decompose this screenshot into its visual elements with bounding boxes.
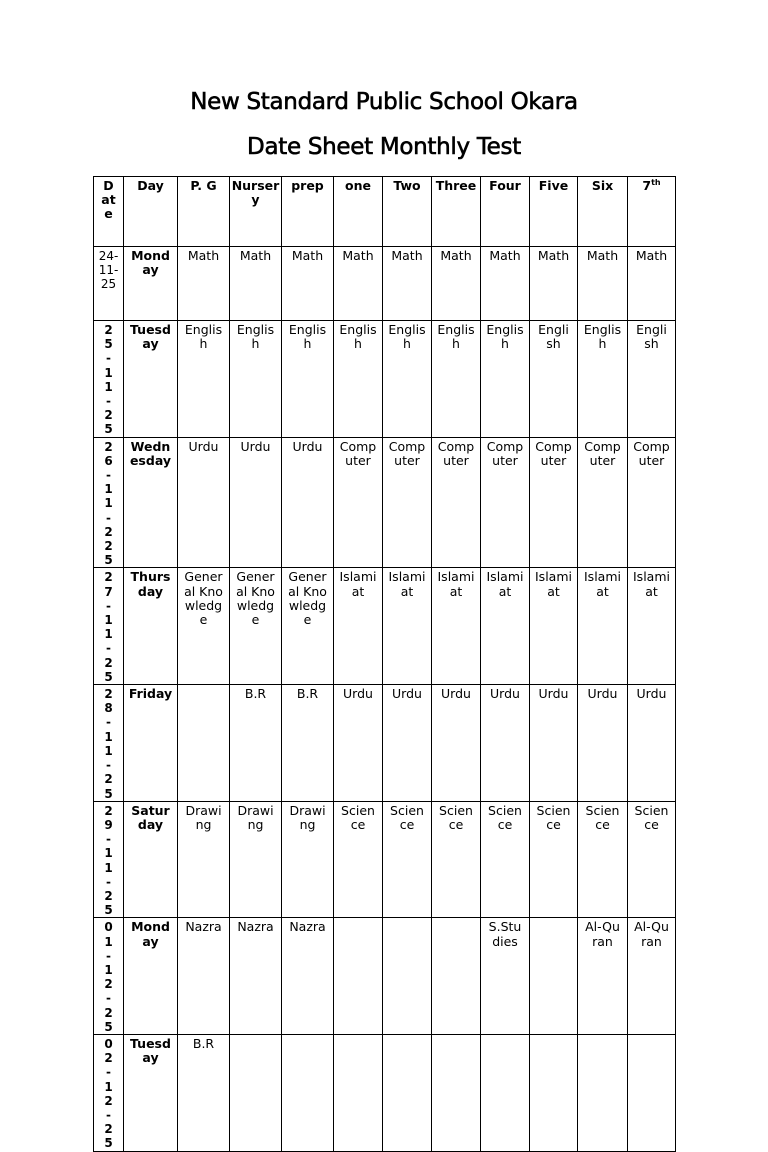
subject-cell: Nazra	[178, 918, 230, 1035]
subject-cell: Urdu	[481, 685, 530, 802]
school-name-title: New Standard Public School Okara	[190, 89, 578, 115]
subject-cell: Urdu	[578, 685, 628, 802]
subject-cell: Urdu	[178, 437, 230, 568]
header-date: Date	[94, 177, 124, 247]
header-seventh-base: 7	[642, 178, 652, 193]
subject-cell: English	[481, 321, 530, 438]
subject-cell: Math	[530, 247, 578, 321]
subject-cell: Islamiat	[628, 568, 676, 685]
header-six: Six	[578, 177, 628, 247]
subject-cell: Math	[178, 247, 230, 321]
day-cell: Wednesday	[124, 437, 178, 568]
subject-cell	[178, 685, 230, 802]
date-cell: 24-11-25	[94, 247, 124, 321]
subject-cell: English	[628, 321, 676, 438]
subject-cell: Islamiat	[578, 568, 628, 685]
table-row	[94, 437, 676, 568]
date-cell: 02-12-25	[94, 1034, 124, 1151]
subject-cell: Science	[481, 801, 530, 918]
subject-cell	[481, 1034, 530, 1151]
day-cell: Tuesday	[124, 1034, 178, 1151]
subject-cell: English	[432, 321, 481, 438]
date-cell: 25-11-25	[94, 321, 124, 438]
subject-cell: Al-Quran	[628, 918, 676, 1035]
subject-cell	[530, 1034, 578, 1151]
subject-cell	[334, 1034, 383, 1151]
table-row	[94, 247, 676, 321]
subject-cell: Science	[432, 801, 481, 918]
table-row	[94, 918, 676, 1035]
header-four: Four	[481, 177, 530, 247]
subject-cell: Urdu	[628, 685, 676, 802]
subject-cell: Science	[334, 801, 383, 918]
header-seventh-sup: th	[651, 177, 661, 187]
subject-cell: Math	[334, 247, 383, 321]
header-five: Five	[530, 177, 578, 247]
subject-cell: Math	[628, 247, 676, 321]
date-cell: 29-11-25	[94, 801, 124, 918]
subject-cell: S.Studies	[481, 918, 530, 1035]
subject-cell	[334, 918, 383, 1035]
subject-cell	[628, 1034, 676, 1151]
subject-cell: Computer	[432, 437, 481, 568]
day-cell: Monday	[124, 247, 178, 321]
subject-cell	[432, 918, 481, 1035]
day-cell: Friday	[124, 685, 178, 802]
header-seventh	[628, 177, 676, 247]
subject-cell	[282, 1034, 334, 1151]
subject-cell: Al-Quran	[578, 918, 628, 1035]
subject-cell: Science	[578, 801, 628, 918]
subject-cell: B.R	[282, 685, 334, 802]
subject-cell: Science	[530, 801, 578, 918]
table-row	[94, 568, 676, 685]
subject-cell: English	[282, 321, 334, 438]
subject-cell: Computer	[481, 437, 530, 568]
date-sheet-title: Date Sheet Monthly Test	[247, 134, 521, 160]
subject-cell: Computer	[530, 437, 578, 568]
subject-cell: Math	[230, 247, 282, 321]
header-day: Day	[124, 177, 178, 247]
subject-cell: Math	[578, 247, 628, 321]
subject-cell	[578, 1034, 628, 1151]
header-two: Two	[383, 177, 432, 247]
subject-cell: Nazra	[230, 918, 282, 1035]
table-row	[94, 801, 676, 918]
subject-cell: Science	[383, 801, 432, 918]
subject-cell: Computer	[578, 437, 628, 568]
subject-cell	[432, 1034, 481, 1151]
subject-cell: General Knowledge	[178, 568, 230, 685]
subject-cell: General Knowledge	[282, 568, 334, 685]
subject-cell	[230, 1034, 282, 1151]
subject-cell: Math	[383, 247, 432, 321]
subject-cell: Computer	[628, 437, 676, 568]
date-cell: 01-12-25	[94, 918, 124, 1035]
header-prep: prep	[282, 177, 334, 247]
day-cell: Tuesday	[124, 321, 178, 438]
table-row	[94, 1034, 676, 1151]
subject-cell: Urdu	[383, 685, 432, 802]
date-cell: 27-11-25	[94, 568, 124, 685]
date-sheet-table	[93, 176, 676, 1152]
subject-cell: B.R	[230, 685, 282, 802]
subject-cell: Urdu	[530, 685, 578, 802]
day-cell: Thursday	[124, 568, 178, 685]
subject-cell: Drawing	[282, 801, 334, 918]
subject-cell: English	[230, 321, 282, 438]
subject-cell: B.R	[178, 1034, 230, 1151]
header-pg: P. G	[178, 177, 230, 247]
header-one: one	[334, 177, 383, 247]
subject-cell: Math	[432, 247, 481, 321]
subject-cell: Urdu	[432, 685, 481, 802]
subject-cell: Islamiat	[530, 568, 578, 685]
subject-cell: Nazra	[282, 918, 334, 1035]
header-nursery: Nursery	[230, 177, 282, 247]
subject-cell: English	[178, 321, 230, 438]
subject-cell: Computer	[334, 437, 383, 568]
subject-cell: Math	[282, 247, 334, 321]
subject-cell: Islamiat	[432, 568, 481, 685]
subject-cell: Islamiat	[383, 568, 432, 685]
subject-cell: Science	[628, 801, 676, 918]
subject-cell: Urdu	[282, 437, 334, 568]
table-row	[94, 321, 676, 438]
header-row	[94, 177, 676, 247]
subject-cell	[383, 918, 432, 1035]
subject-cell: English	[530, 321, 578, 438]
subject-cell: Urdu	[334, 685, 383, 802]
subject-cell: Drawing	[230, 801, 282, 918]
subject-cell: Computer	[383, 437, 432, 568]
day-cell: Monday	[124, 918, 178, 1035]
subject-cell: English	[334, 321, 383, 438]
subject-cell: Islamiat	[334, 568, 383, 685]
subject-cell: English	[578, 321, 628, 438]
header-three: Three	[432, 177, 481, 247]
date-cell: 26-11-225	[94, 437, 124, 568]
subject-cell	[530, 918, 578, 1035]
subject-cell: English	[383, 321, 432, 438]
subject-cell	[383, 1034, 432, 1151]
subject-cell: Drawing	[178, 801, 230, 918]
subject-cell: Math	[481, 247, 530, 321]
table-row	[94, 685, 676, 802]
subject-cell: General Knowledge	[230, 568, 282, 685]
day-cell: Saturday	[124, 801, 178, 918]
subject-cell: Urdu	[230, 437, 282, 568]
subject-cell: Islamiat	[481, 568, 530, 685]
date-cell: 28-11-25	[94, 685, 124, 802]
